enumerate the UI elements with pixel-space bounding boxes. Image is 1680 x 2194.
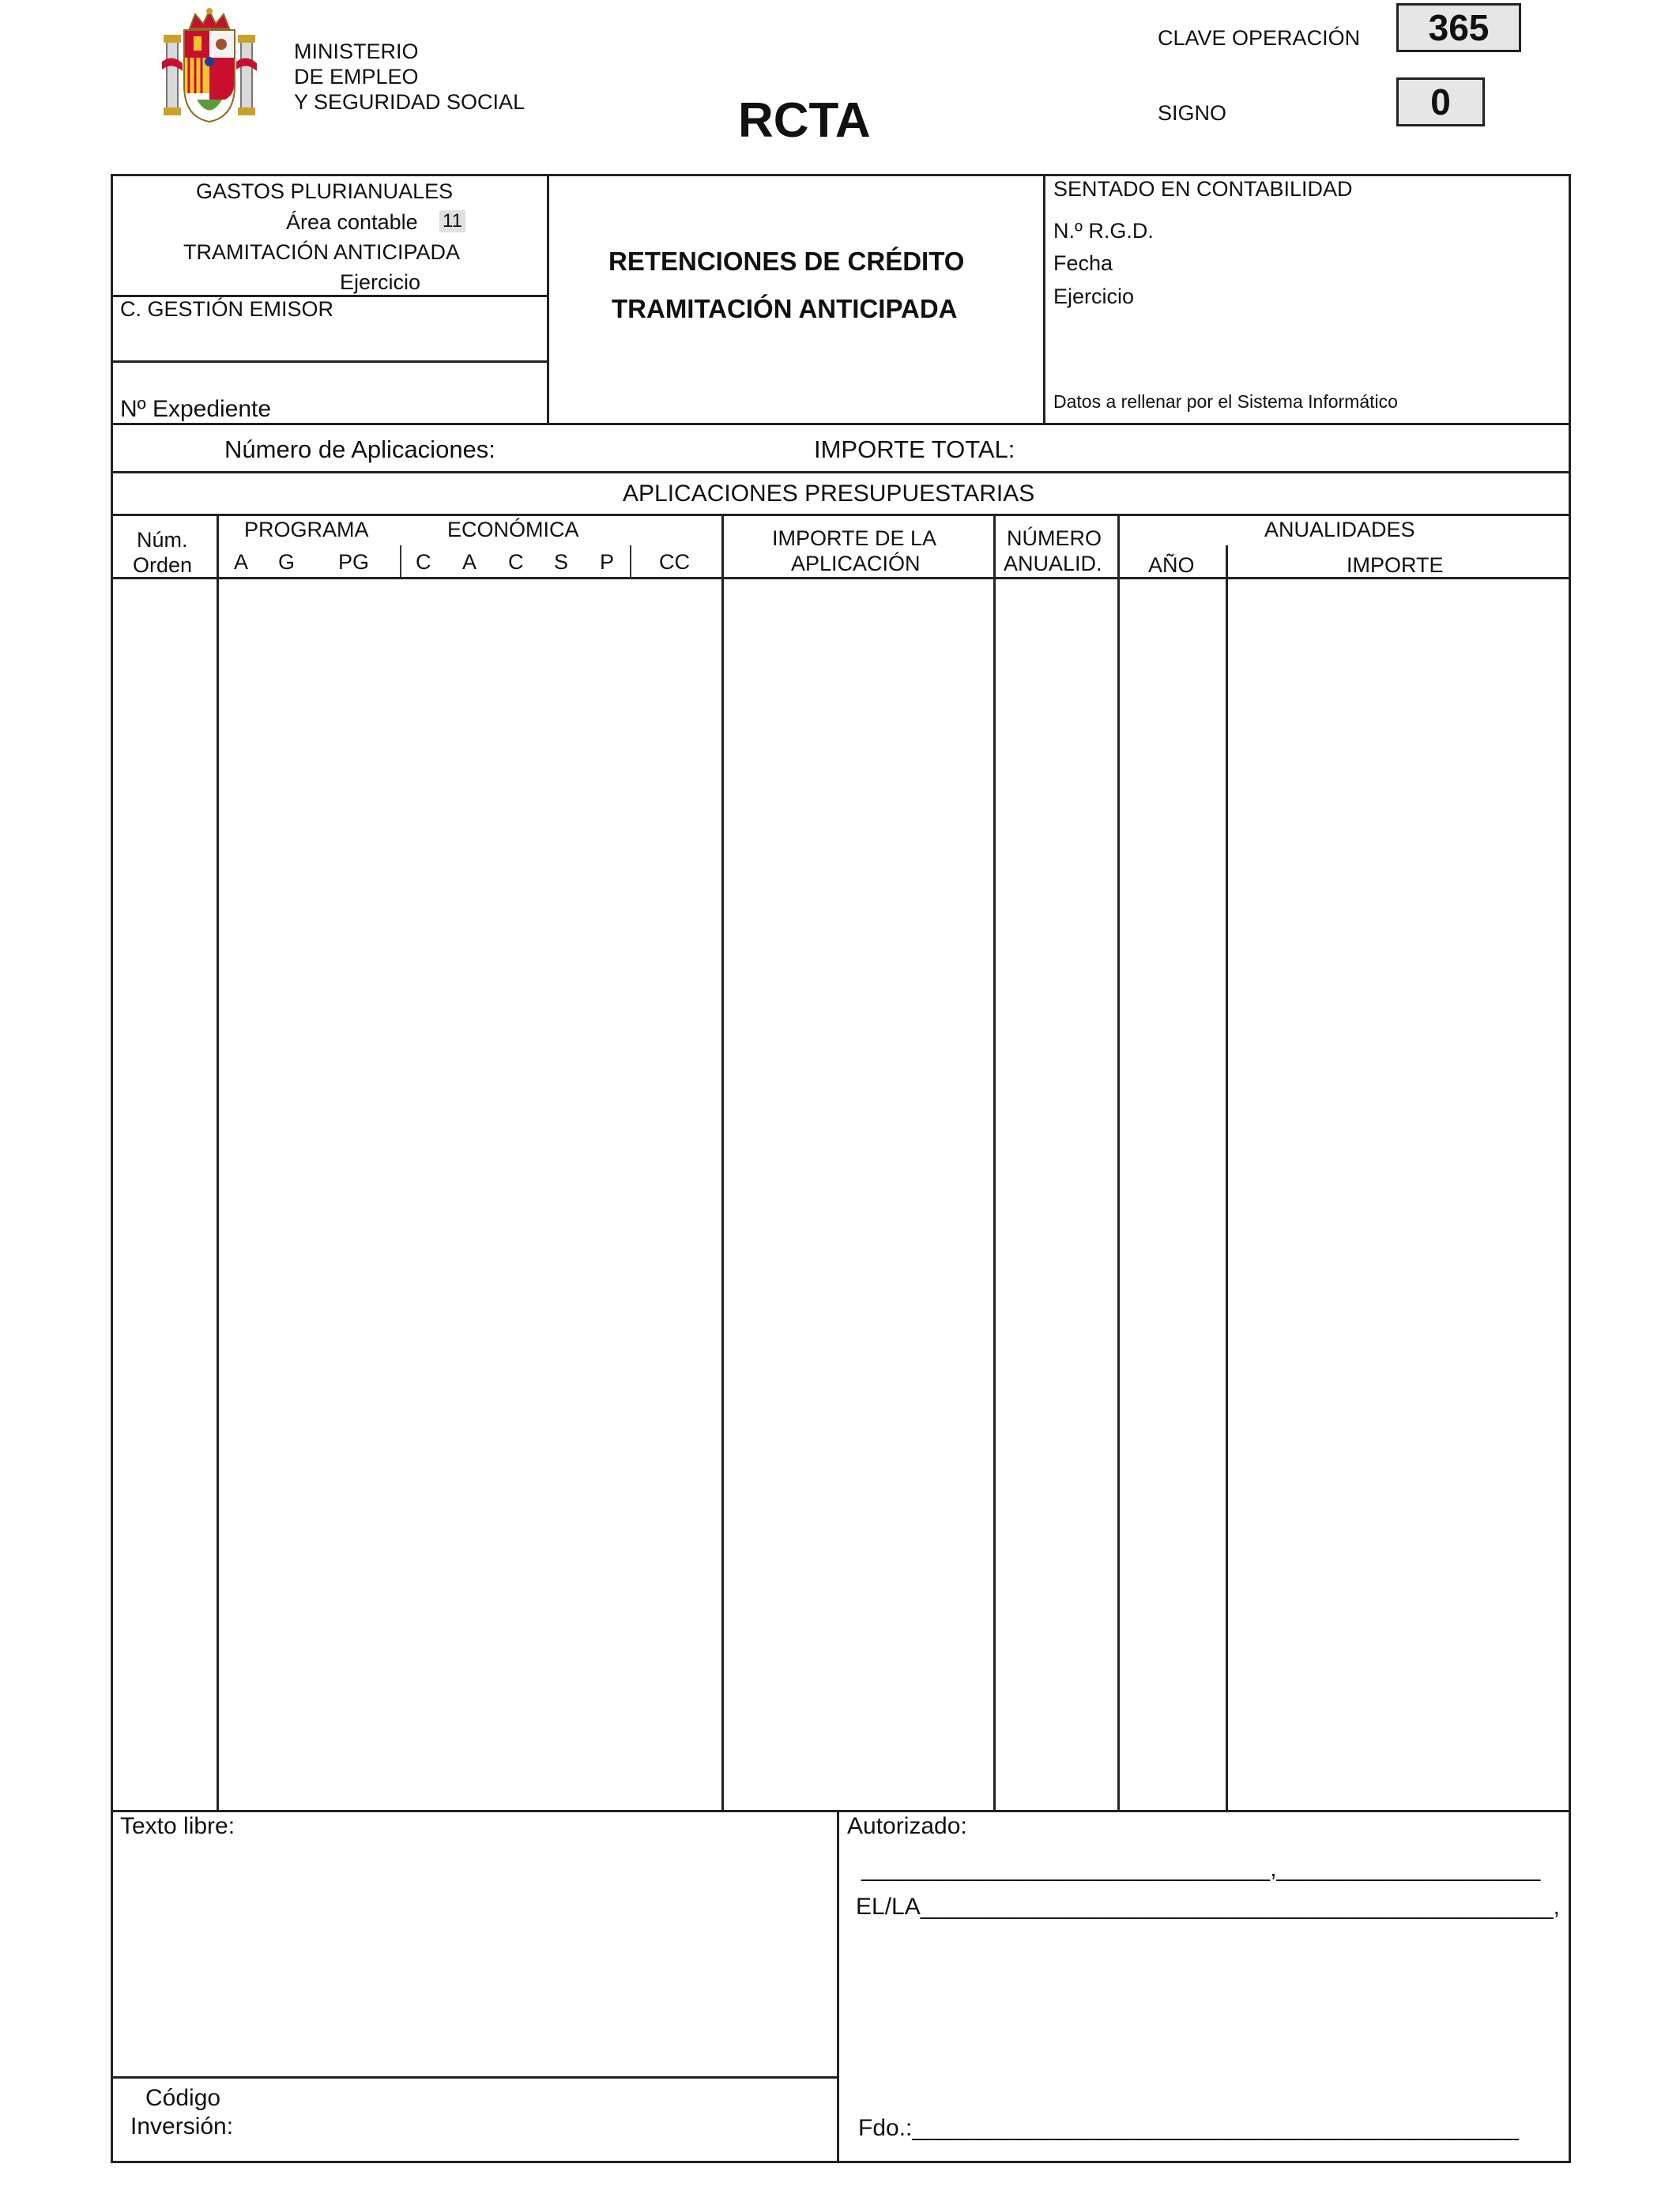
sub-col-g: G [278,550,296,574]
signo-value: 0 [1396,77,1485,126]
col-numero-line-1: NÚMERO [1007,526,1102,550]
col-anio-label: AÑO [1148,553,1195,577]
ministry-line-1: MINISTERIO [294,40,419,63]
area-contable-label: Área contable [286,210,418,234]
col-importe-line-2: APLICACIÓN [791,552,921,575]
el-la-line: EL/LA________________________________________________, [856,1894,1560,1920]
inversion-label: Inversión: [130,2113,234,2139]
coat-of-arms-logo [162,6,257,125]
tramitacion-anticipada-label: TRAMITACIÓN ANTICIPADA [183,240,461,264]
expediente-label: Nº Expediente [120,396,272,422]
form-code: RCTA [738,93,871,148]
sub-col-a2: A [462,550,477,574]
texto-libre-label: Texto libre: [120,1813,235,1839]
col-economica-label: ECONÓMICA [447,518,579,541]
sub-col-p: P [600,550,615,574]
codigo-label: Código [145,2085,221,2111]
col-numero-line-2: ANUALID. [1004,552,1102,575]
place-date-line: _______________________________,____________________ [861,1856,1541,1882]
fdo-signature-line: Fdo.:______________________________________________ [858,2115,1519,2141]
autorizado-label: Autorizado: [847,1813,967,1839]
col-num-label: Núm. [137,528,188,552]
form-title-line-1: RETENCIONES DE CRÉDITO [608,247,965,276]
aplicaciones-table-title: APLICACIONES PRESUPUESTARIAS [623,481,1035,507]
clave-operacion-value: 365 [1396,3,1521,52]
clave-operacion-label: CLAVE OPERACIÓN [1158,26,1361,50]
ejercicio-right-label: Ejercicio [1053,285,1135,308]
col-programa-label: PROGRAMA [244,518,369,541]
ministry-line-2: DE EMPLEO [294,65,419,89]
ejercicio-label: Ejercicio [340,270,421,294]
sistema-informatico-note: Datos a rellenar por el Sistema Informático [1053,391,1398,412]
sub-col-s: S [554,550,569,574]
ministry-line-3: Y SEGURIDAD SOCIAL [294,90,525,114]
col-orden-label: Orden [133,553,193,577]
gastos-plurianuales-label: GASTOS PLURIANUALES [196,179,454,203]
sub-col-c2: C [508,550,524,574]
col-anualidades-label: ANUALIDADES [1264,518,1415,541]
sub-col-c1: C [416,550,431,574]
fecha-label: Fecha [1053,251,1113,275]
area-contable-value: 11 [439,210,465,232]
col-importe-anualidad-label: IMPORTE [1347,553,1444,577]
signo-label: SIGNO [1158,101,1227,125]
form-title-line-2: TRAMITACIÓN ANTICIPADA [612,294,958,323]
sentado-contabilidad-label: SENTADO EN CONTABILIDAD [1053,177,1353,201]
rgd-label: N.º R.G.D. [1053,219,1154,243]
num-aplicaciones-label: Número de Aplicaciones: [224,435,495,463]
col-importe-line-1: IMPORTE DE LA [772,526,937,550]
sub-col-pg: PG [338,550,370,574]
importe-total-label: IMPORTE TOTAL: [814,435,1015,463]
sub-col-cc: CC [659,550,690,574]
gestion-emisor-label: C. GESTIÓN EMISOR [120,297,334,321]
sub-col-a: A [234,550,249,574]
